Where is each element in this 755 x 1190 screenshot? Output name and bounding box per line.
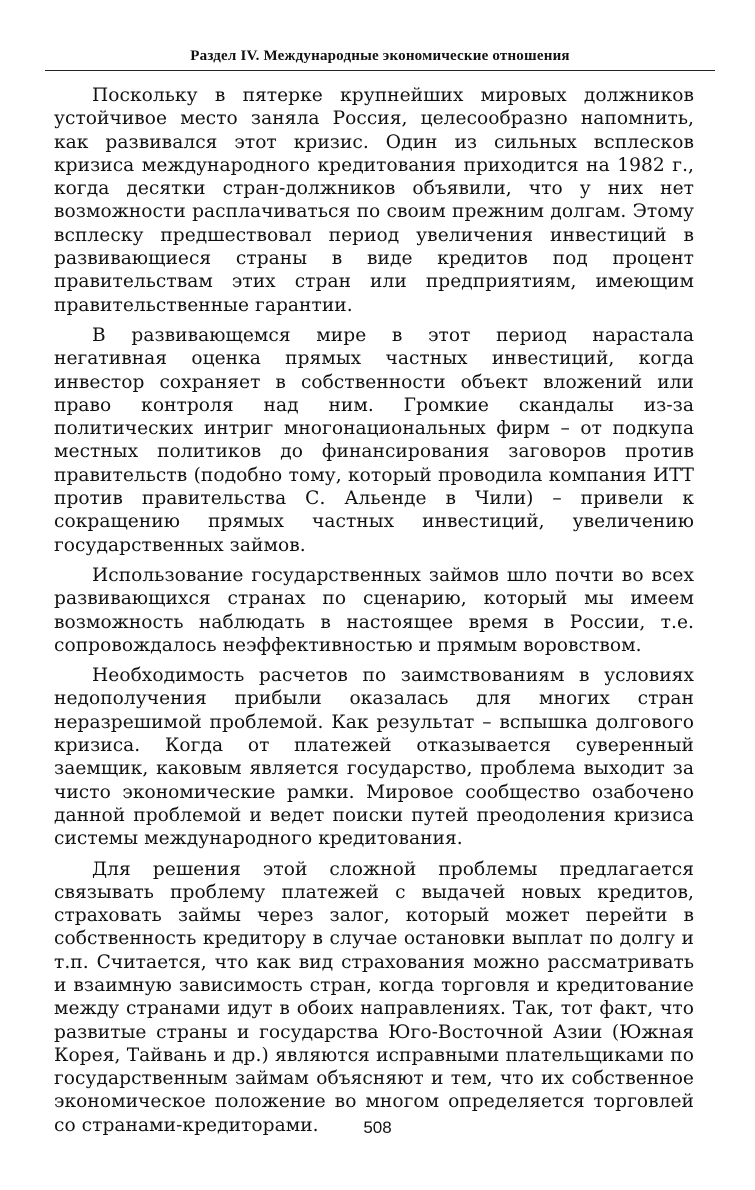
paragraph: Поскольку в пятерке крупнейших мировых должников устойчивое место заняла Россия, целесообразно напомнить, как развивался этот кризис. Один из сильных всплесков кризиса международного кредитования приходится на 1982 г., когда десятки стран-должников объявили, что у них нет возможности расплачиваться по своим прежним долгам. Этому всплеску предшествовал период увеличения инвестиций в развивающиеся страны в виде кредитов под процент правительствам этих стран или предприятиям, имеющим правительственные гарантии.	[54, 85, 694, 316]
page-number: 508	[363, 1118, 392, 1137]
running-header: Раздел IV. Международные экономические отношения	[190, 48, 570, 64]
body-text	[54, 84, 694, 1144]
paragraph: Для решения этой сложной проблемы предлагается связывать проблему платежей с выдачей новых кредитов, страховать займы через залог, который может перейти в собственность кредитору в случае остановки выплат по долгу и т.п. Считается, что как вид страхования можно рассматривать и взаимную зависимость стран, когда торговля и кредитование между странами идут в обоих направлениях. Так, тот факт, что развитые страны и государства Юго-Восточной Азии (Южная Корея, Тайвань и др.) являются исправными плательщиками по государственным займам объясняют и тем, что их собственное экономическое положение во многом определяется торговлей со странами-кредиторами.	[54, 858, 694, 1136]
header-divider	[45, 70, 715, 71]
paragraph: Необходимость расчетов по заимствованиям в условиях недополучения прибыли оказалась для многих стран неразрешимой проблемой. Как результат – вспышка долгового кризиса. Когда от платежей отказывается суверенный заемщик, каковым является государство, проблема выходит за чисто экономические рамки. Мировое сообщество озабочено данной проблемой и ведет поиски путей преодоления кризиса системы международного кредитования.	[54, 665, 694, 850]
paragraph: В развивающемся мире в этот период нарастала негативная оценка прямых частных инвестиций, когда инвестор сохраняет в собственности объект вложений или право контроля над ним. Громкие скандалы из-за политических интриг многонациональных фирм – от подкупа местных политиков до финансирования заговоров против правительств (подобно тому, который проводила компания ИТТ против правительства С. Альенде в Чили) – привели к сокращению прямых частных инвестиций, увеличению государственных займов.	[54, 324, 694, 556]
paragraph: Использование государственных займов шло почти во всех развивающихся странах по сценарию, который мы имеем возможность наблюдать в настоящее время в России, т.е. сопровождалось неэффективностью и прямым воровством.	[54, 564, 694, 656]
